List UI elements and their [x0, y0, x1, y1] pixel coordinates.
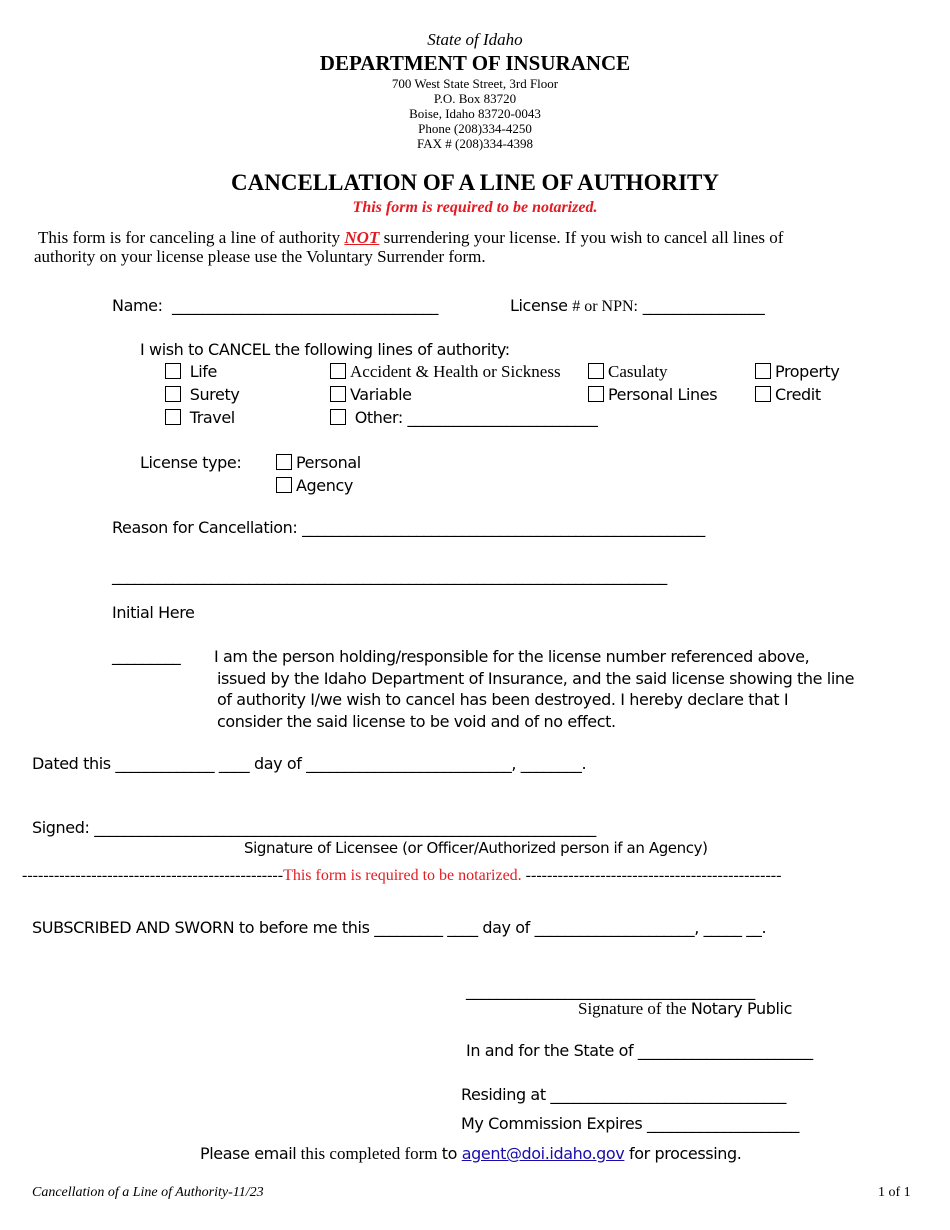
option-variable[interactable]: [330, 385, 412, 404]
surety-checkbox[interactable]: [165, 386, 181, 402]
signed-label: Signed:: [32, 818, 95, 837]
signature-blank[interactable]: __________________________________________________________________: [94, 818, 596, 837]
license-type-label: License type:: [140, 453, 242, 472]
caption-text: Notary Public: [690, 999, 792, 1018]
option-label: Variable: [350, 385, 412, 404]
reason-blank-line-2[interactable]: _________________________________________________________________________: [112, 566, 667, 585]
name-field[interactable]: [112, 296, 438, 315]
email-link[interactable]: agent@doi.idaho.gov: [461, 1144, 625, 1163]
personal-lines-checkbox[interactable]: [588, 386, 604, 402]
notary-commission[interactable]: My Commission Expires ____________________: [461, 1114, 799, 1133]
name-label: Name:: [112, 296, 163, 315]
reason-field[interactable]: [112, 518, 705, 537]
casualty-checkbox[interactable]: [588, 363, 604, 379]
agency-checkbox[interactable]: [276, 477, 292, 493]
option-other[interactable]: [330, 408, 598, 427]
option-personal-lines[interactable]: [588, 385, 717, 404]
license-field[interactable]: [510, 296, 764, 316]
declaration-line: consider the said license to be void and of no effect.: [217, 711, 616, 731]
intro-line-2: authority on your license please use the Voluntary Surrender form.: [34, 247, 486, 266]
dated-line[interactable]: Dated this _____________ ____ day of ___________________________, ________.: [32, 754, 587, 773]
intro-text: This form is for canceling a line of authority: [38, 228, 345, 247]
signature-caption: Signature of Licensee (or Officer/Authorized person if an Agency): [244, 839, 708, 857]
email-text: to: [441, 1144, 462, 1163]
form-title: CANCELLATION OF A LINE OF AUTHORITY: [231, 170, 719, 195]
option-label: Travel: [189, 408, 235, 427]
reason-label: Reason for Cancellation:: [112, 518, 303, 537]
phone-line: Phone (208)334-4250: [418, 121, 532, 136]
other-checkbox[interactable]: [330, 409, 346, 425]
footer-page-number: 1 of 1: [878, 1185, 911, 1200]
option-accident[interactable]: [330, 362, 561, 382]
license-label: License: [510, 296, 568, 315]
personal-checkbox[interactable]: [276, 454, 292, 470]
address-line: 700 West State Street, 3rd Floor: [391, 76, 559, 91]
notary-signature-blank[interactable]: ______________________________________: [466, 981, 755, 1000]
initial-blank[interactable]: _________: [112, 646, 181, 665]
notary-state[interactable]: In and for the State of _______________________: [466, 1041, 813, 1060]
email-text: for processing.: [624, 1144, 742, 1163]
department-name: DEPARTMENT OF INSURANCE: [319, 51, 631, 75]
email-instruction: [200, 1144, 741, 1164]
sworn-line[interactable]: SUBSCRIBED AND SWORN to before me this _________ ____ day of _____________________, _____ __.: [32, 918, 767, 937]
variable-checkbox[interactable]: [330, 386, 346, 402]
notary-residing[interactable]: Residing at _______________________________: [461, 1085, 786, 1104]
caption-text: Signature of the: [578, 999, 691, 1018]
option-surety[interactable]: [165, 385, 239, 404]
reason-blank[interactable]: _____________________________________________________: [302, 518, 705, 537]
credit-checkbox[interactable]: [755, 386, 771, 402]
declaration-line: of authority I/we wish to cancel has been destroyed. I hereby declare that I: [217, 690, 789, 709]
option-label: Property: [775, 362, 840, 381]
intro-line-1: [38, 228, 783, 248]
intro-text: surrendering your license. If you wish to cancel all lines of: [379, 228, 784, 247]
option-life[interactable]: [165, 362, 217, 381]
lines-heading: I wish to CANCEL the following lines of authority:: [140, 340, 510, 359]
divider-dashes: -------------------------------------------------: [22, 867, 284, 884]
option-label: Casulaty: [608, 362, 668, 381]
address-line: P.O. Box 83720: [433, 91, 517, 106]
option-label: Credit: [775, 385, 821, 404]
option-label: Life: [189, 362, 217, 381]
notarize-note: This form is required to be notarized.: [352, 199, 598, 216]
intro-emphasis: NOT: [344, 228, 380, 247]
initial-label: Initial Here: [112, 603, 195, 622]
declaration-line: issued by the Idaho Department of Insurance, and the said license showing the line: [217, 668, 855, 688]
option-label: Personal Lines: [608, 385, 718, 404]
declaration-text: [214, 646, 854, 732]
option-casualty[interactable]: [588, 362, 668, 382]
option-property[interactable]: [755, 362, 840, 381]
address-line: Boise, Idaho 83720-0043: [409, 106, 541, 121]
divider-text: This form is required to be notarized.: [283, 867, 522, 884]
fax-line: FAX # (208)334-4398: [416, 136, 534, 151]
option-label: Accident & Health or Sickness: [350, 362, 561, 381]
option-label: Agency: [296, 476, 353, 495]
license-type-personal[interactable]: [276, 453, 361, 472]
email-text: this completed form: [296, 1144, 442, 1163]
address-block: [0, 76, 950, 151]
option-label: Personal: [296, 453, 361, 472]
accident-checkbox[interactable]: [330, 363, 346, 379]
option-label: Surety: [189, 385, 240, 404]
property-checkbox[interactable]: [755, 363, 771, 379]
travel-checkbox[interactable]: [165, 409, 181, 425]
email-text: Please email: [200, 1144, 297, 1163]
divider-dashes: ------------------------------------------------: [521, 867, 782, 884]
option-credit[interactable]: [755, 385, 821, 404]
declaration-line: I am the person holding/responsible for the license number referenced above,: [214, 647, 810, 666]
license-type-agency[interactable]: [276, 476, 353, 495]
license-blank[interactable]: ________________: [642, 296, 765, 315]
name-blank[interactable]: ___________________________________: [171, 296, 438, 315]
notarize-divider: [22, 867, 781, 885]
option-label: Other: _________________________: [354, 408, 598, 427]
life-checkbox[interactable]: [165, 363, 181, 379]
option-travel[interactable]: [165, 408, 235, 427]
notary-signature-caption: [578, 999, 792, 1019]
license-label-npn: # or NPN:: [572, 298, 638, 315]
footer-form-id: Cancellation of a Line of Authority-11/23: [32, 1185, 264, 1200]
signed-field[interactable]: [32, 818, 596, 837]
state-label: State of Idaho: [427, 30, 523, 49]
